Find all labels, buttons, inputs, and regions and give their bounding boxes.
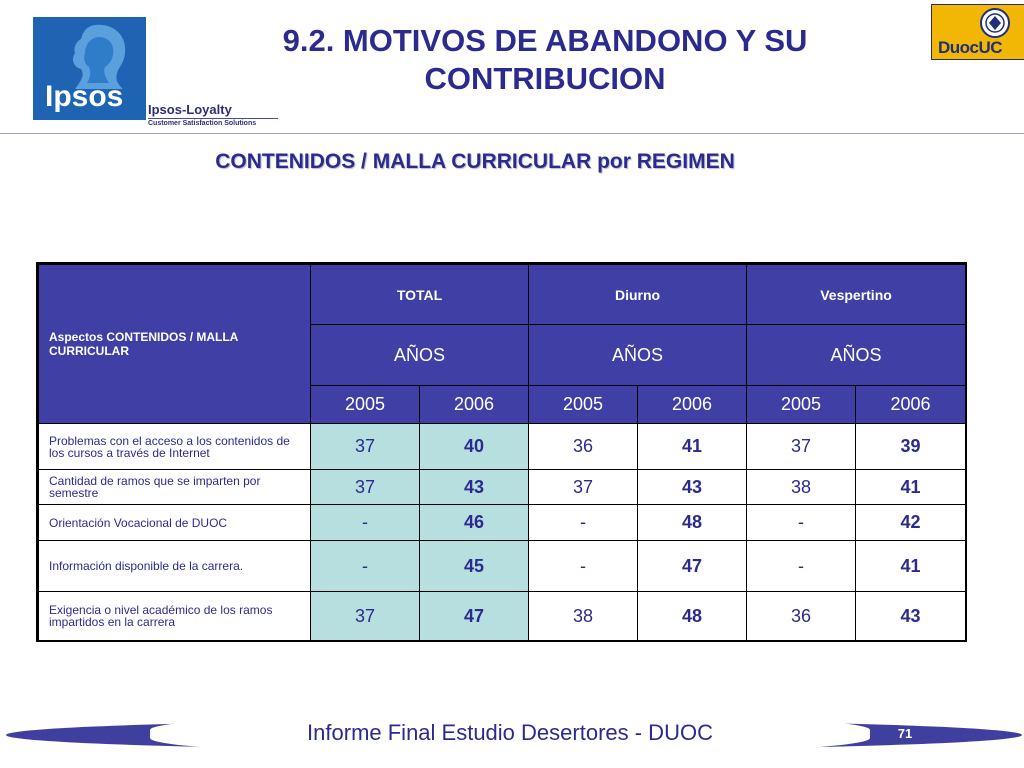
- header-divider: [0, 133, 1024, 134]
- table-row: [39, 592, 966, 641]
- year-header: 2005: [529, 386, 638, 424]
- year-header: 2006: [420, 386, 529, 424]
- ipsos-loyalty-tagline: Customer Satisfaction Solutions: [148, 120, 257, 127]
- value-cell: 46: [420, 505, 529, 541]
- value-cell: 39: [856, 424, 966, 470]
- value-cell: 47: [638, 541, 747, 592]
- year-header: 2006: [856, 386, 966, 424]
- results-grid: [38, 264, 966, 641]
- row-label: Exigencia o nivel académico de los ramos impartidos en la carrera: [39, 592, 311, 641]
- value-cell: 42: [856, 505, 966, 541]
- row-label: Información disponible de la carrera.: [39, 541, 311, 592]
- page-title-line2: CONTRIBUCION: [424, 61, 666, 96]
- duoc-seal-icon: [977, 7, 1013, 39]
- years-header-diurno: AÑOS: [529, 325, 747, 386]
- value-cell: 37: [311, 592, 420, 641]
- aspect-header: Aspectos CONTENIDOS / MALLA CURRICULAR: [39, 265, 311, 424]
- ipsos-logo: [33, 17, 146, 120]
- years-header-total: AÑOS: [311, 325, 529, 386]
- value-cell: -: [747, 505, 856, 541]
- value-cell: 48: [638, 592, 747, 641]
- value-cell: -: [529, 505, 638, 541]
- value-cell: 37: [529, 470, 638, 505]
- ipsos-wordmark: Ipsos: [45, 80, 124, 113]
- table-row: [39, 541, 966, 592]
- value-cell: -: [529, 541, 638, 592]
- value-cell: 37: [311, 470, 420, 505]
- section-subtitle: CONTENIDOS / MALLA CURRICULAR por REGIMEN: [215, 150, 735, 173]
- value-cell: 41: [638, 424, 747, 470]
- value-cell: 43: [856, 592, 966, 641]
- value-cell: 48: [638, 505, 747, 541]
- value-cell: 43: [420, 470, 529, 505]
- value-cell: -: [747, 541, 856, 592]
- value-cell: 41: [856, 470, 966, 505]
- value-cell: 40: [420, 424, 529, 470]
- value-cell: 43: [638, 470, 747, 505]
- value-cell: -: [311, 505, 420, 541]
- value-cell: -: [311, 541, 420, 592]
- value-cell: 45: [420, 541, 529, 592]
- group-header-diurno: Diurno: [529, 265, 747, 325]
- footer: [0, 714, 1024, 754]
- ipsos-loyalty-logo: [148, 103, 278, 128]
- value-cell: 38: [747, 470, 856, 505]
- row-label: Problemas con el acceso a los contenidos de los cursos a través de Internet: [39, 424, 311, 470]
- page-number: 71: [897, 726, 913, 741]
- table-row: [39, 505, 966, 541]
- year-header: 2005: [747, 386, 856, 424]
- year-header: 2006: [638, 386, 747, 424]
- value-cell: 41: [856, 541, 966, 592]
- row-label: Orientación Vocacional de DUOC: [39, 505, 311, 541]
- footer-text: Informe Final Estudio Desertores - DUOC: [307, 720, 713, 745]
- group-header-total: TOTAL: [311, 265, 529, 325]
- value-cell: 36: [747, 592, 856, 641]
- duoc-wordmark: DuocUC: [938, 38, 1003, 57]
- value-cell: 37: [747, 424, 856, 470]
- logo-rule: [148, 118, 278, 119]
- duoc-logo: [931, 4, 1024, 60]
- ipsos-loyalty-brand: Ipsos-Loyalty: [148, 102, 232, 117]
- value-cell: 37: [311, 424, 420, 470]
- results-table: [36, 262, 967, 642]
- value-cell: 47: [420, 592, 529, 641]
- value-cell: 38: [529, 592, 638, 641]
- years-header-vespertino: AÑOS: [747, 325, 966, 386]
- value-cell: 36: [529, 424, 638, 470]
- group-header-vespertino: Vespertino: [747, 265, 966, 325]
- row-label: Cantidad de ramos que se imparten por semestre: [39, 470, 311, 505]
- table-row: [39, 470, 966, 505]
- year-header: 2005: [311, 386, 420, 424]
- table-row: [39, 424, 966, 470]
- page-title-line1: 9.2. MOTIVOS DE ABANDONO Y SU: [282, 23, 808, 58]
- page-title: [220, 22, 870, 98]
